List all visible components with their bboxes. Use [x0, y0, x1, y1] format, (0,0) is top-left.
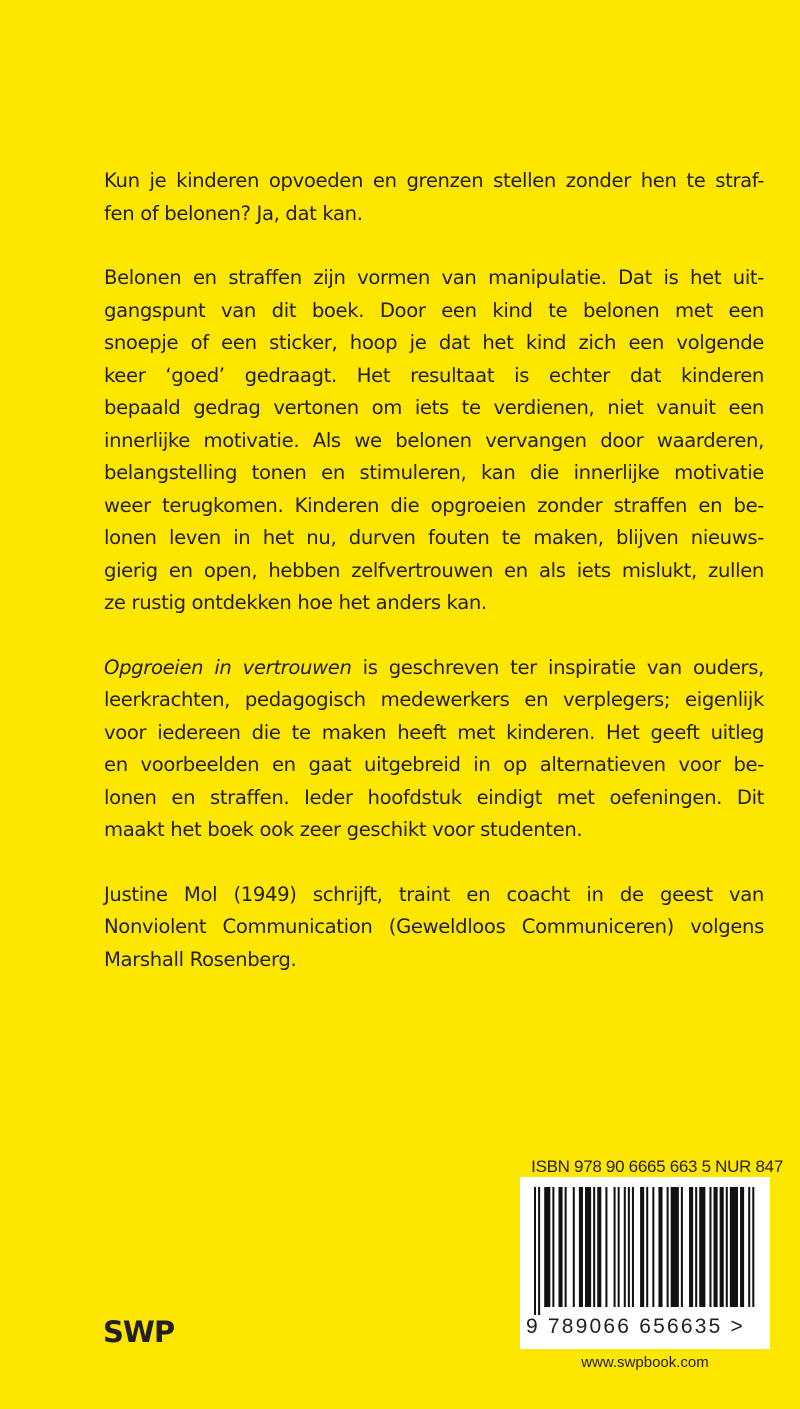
blurb-line: lonen en straffen. Ieder hoofdstuk eindigt met oefeningen. Dit	[104, 785, 764, 809]
blurb-paragraph-1	[104, 165, 764, 230]
blurb-line-rest: is geschreven ter inspiratie van ouders,	[351, 655, 764, 679]
barcode-bar	[597, 1187, 601, 1307]
blurb-line: bepaald gedrag vertonen om iets te verdienen, niet vanuit een	[104, 396, 764, 419]
blurb-line: voor iedereen die te maken heeft met kinderen. Het geeft uitleg	[104, 720, 764, 744]
blurb-line: Nonviolent Communication (Geweldloos Communiceren) volgens	[104, 915, 764, 938]
barcode-bar	[593, 1187, 595, 1307]
barcode-bar	[726, 1187, 728, 1307]
barcode-bar	[632, 1187, 634, 1307]
barcode-bar	[748, 1187, 750, 1307]
barcode-bar	[658, 1187, 662, 1307]
barcode-bar	[740, 1187, 744, 1307]
barcode-bar	[573, 1187, 575, 1307]
barcode-bar	[681, 1187, 683, 1307]
blurb-line: en voorbeelden en gaat uitgebreid in op alternatieven voor be-	[104, 753, 764, 776]
barcode	[520, 1177, 770, 1349]
barcode-bar	[689, 1187, 693, 1307]
barcode-bar	[667, 1187, 669, 1307]
publisher-url: www.swpbook.com	[581, 1354, 709, 1371]
barcode-bar	[534, 1187, 536, 1315]
blurb-line: Kun je kinderen opvoeden en grenzen stellen zonder hen te straf-	[104, 169, 764, 192]
barcode-bar	[730, 1187, 738, 1307]
blurb-line: gierig en open, hebben zelfvertrouwen en als iets mislukt, zullen	[104, 558, 764, 582]
blurb-line: snoepje of een sticker, hoop je dat het kind zich een volgende	[104, 331, 764, 354]
blurb-paragraph-2	[104, 262, 764, 620]
barcode-bar	[695, 1187, 697, 1307]
blurb-line: belangstelling tonen en stimuleren, kan die innerlijke motivatie	[104, 461, 764, 484]
blurb-paragraph-3	[104, 652, 764, 847]
publisher-logo: SWP	[103, 1315, 175, 1349]
blurb-line: maakt het boek ook zeer geschikt voor studenten.	[104, 818, 583, 841]
blurb-line: Marshall Rosenberg.	[104, 947, 297, 971]
blurb-line: Justine Mol (1949) schrijft, traint en coacht in de geest van	[104, 882, 764, 906]
barcode-bar	[558, 1187, 562, 1307]
blurb-line: ze rustig ontdekken hoe het anders kan.	[104, 591, 487, 614]
blurb-line: Belonen en straffen zijn vormen van manipulatie. Dat is het uit-	[104, 266, 764, 289]
barcode-bar	[646, 1187, 648, 1307]
barcode-bar	[671, 1187, 679, 1307]
blurb-line: fen of belonen? Ja, dat kan.	[104, 201, 363, 225]
barcode-bar	[709, 1187, 711, 1307]
barcode-bar	[628, 1187, 630, 1307]
blurb-line: lonen leven in het nu, durven fouten te maken, blijven nieuws-	[104, 526, 764, 549]
book-title-italic: Opgroeien in vertrouwen	[104, 655, 352, 679]
blurb-line: gangspunt van dit boek. Door een kind te belonen met een	[104, 298, 764, 322]
blurb	[104, 165, 764, 1008]
barcode-bar	[652, 1187, 654, 1307]
barcode-bar	[699, 1187, 705, 1307]
blurb-line: leerkrachten, pedagogisch medewerkers en verplegers; eigenlijk	[104, 688, 764, 711]
barcode-bar	[585, 1187, 591, 1307]
barcode-bar	[544, 1187, 550, 1307]
barcode-bar	[752, 1187, 754, 1307]
barcode-bar	[720, 1187, 724, 1307]
blurb-line: weer terugkomen. Kinderen die opgroeien zonder straffen en be-	[104, 493, 764, 517]
barcode-digits: 9 789066 656635 >	[526, 1315, 745, 1338]
blurb-line: innerlijke motivatie. Als we belonen vervangen door waarderen,	[104, 428, 764, 452]
barcode-bars	[530, 1187, 760, 1315]
barcode-bar	[579, 1187, 583, 1307]
barcode-bar	[552, 1187, 554, 1307]
barcode-bar	[538, 1187, 540, 1315]
barcode-bar	[614, 1187, 616, 1307]
blurb-line	[104, 652, 764, 685]
blurb-paragraph-4	[104, 879, 764, 977]
barcode-bar	[624, 1187, 626, 1307]
isbn-line: ISBN 978 90 6665 663 5 NUR 847	[531, 1157, 783, 1176]
barcode-bar	[565, 1187, 567, 1307]
blurb-line: keer ‘goed’ gedraagt. Het resultaat is echter dat kinderen	[104, 363, 764, 387]
barcode-bar	[640, 1187, 644, 1307]
barcode-bar	[714, 1187, 718, 1307]
barcode-bar	[605, 1187, 607, 1307]
barcode-bar	[618, 1187, 620, 1307]
